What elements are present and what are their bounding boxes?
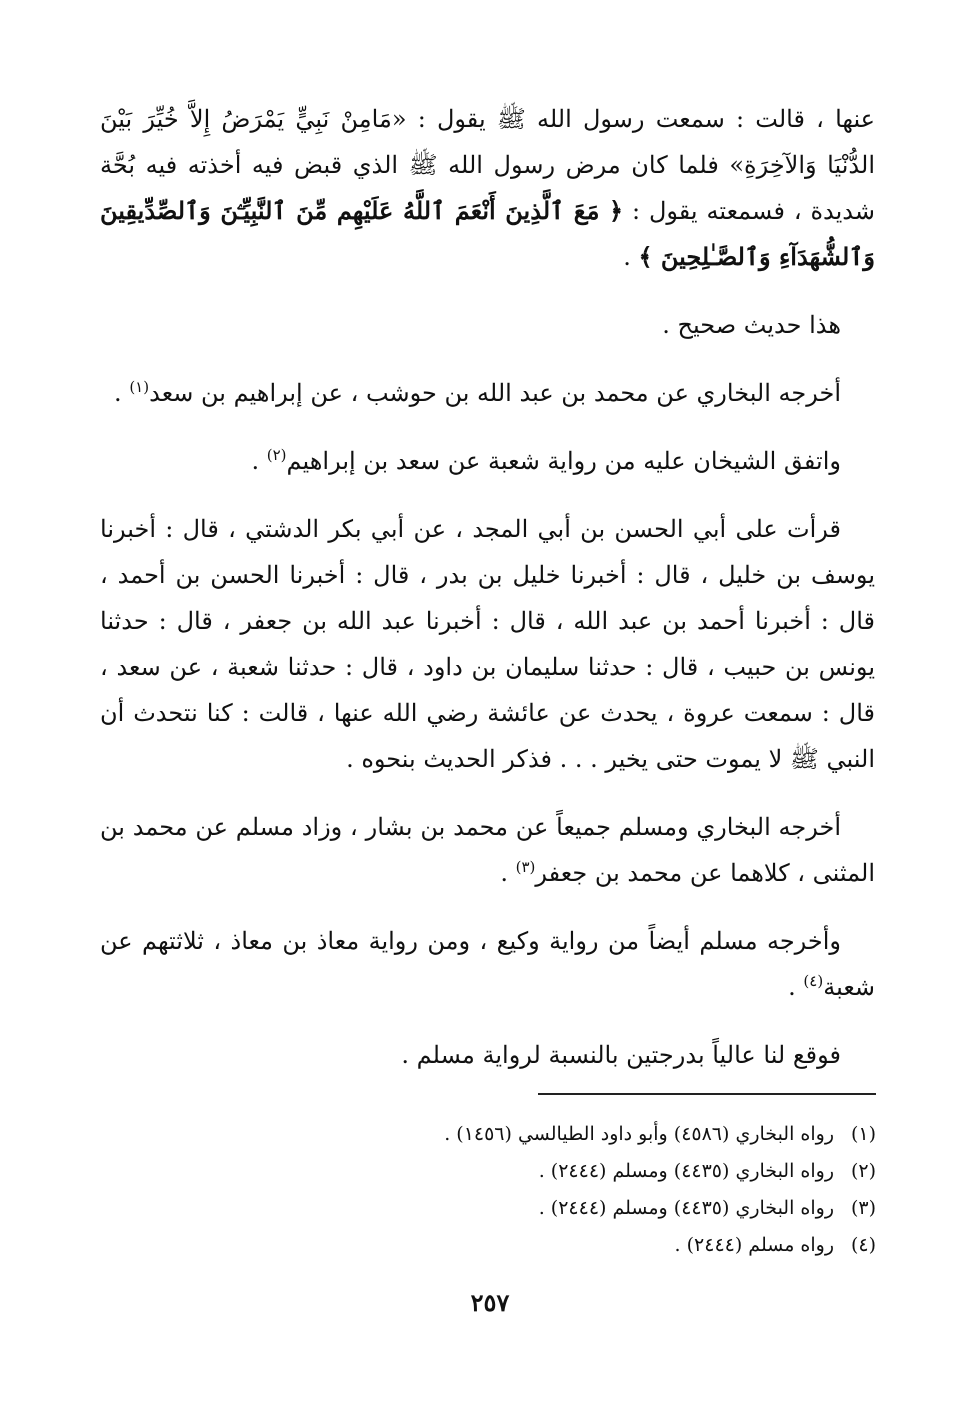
- footnote-item-4: [300, 1227, 876, 1264]
- footnote-number: (٢): [850, 1160, 876, 1182]
- footnote-text: رواه البخاري (٤٤٣٥) ومسلم (٢٤٤٤) .: [538, 1160, 834, 1182]
- paragraph-end: .: [623, 243, 639, 271]
- paragraph-takhrij-3: [100, 804, 875, 896]
- footnote-ref-4[interactable]: (٤): [803, 972, 824, 990]
- footnote-number: (١): [850, 1123, 876, 1145]
- paragraph-text: فوقع لنا عالياً بدرجتين بالنسبة لرواية مسلم .: [401, 1041, 841, 1069]
- footnote-ref-3[interactable]: (٣): [515, 858, 536, 876]
- paragraph-takhrij-4: [100, 918, 875, 1010]
- paragraph-end: .: [114, 379, 130, 407]
- paragraph-text: عنها ، قالت : سمعت رسول الله ﷺ يقول : «مَامِنْ نَبِيٍّ يَمْرَضُ إِلاَّ خُيِّرَ بَيْنَ الدُّنْيَا وَالآخِرَةِ» فلما كان مرض رسول الله ﷺ الذي قبض فيه أخذته فيه بُحَّة شديدة ، فسمعته يقول :: [100, 105, 876, 225]
- footnote-text: رواه البخاري (٤٥٨٦) وأبو داود الطيالسي (١٤٥٦) .: [444, 1123, 834, 1145]
- paragraph-text: أخرجه البخاري ومسلم جميعاً عن محمد بن بشار ، وزاد مسلم عن محمد بن المثنى ، كلاهما عن محمد بن جعفر: [100, 813, 875, 887]
- paragraph-takhrij-1: [100, 370, 875, 416]
- main-text: [100, 96, 875, 1100]
- paragraph-end: .: [788, 973, 804, 1001]
- paragraph-text: قرأت على أبي الحسن بن أبي المجد ، عن أبي بكر الدشتي ، قال : أخبرنا يوسف بن خليل ، قال : أخبرنا خليل بن بدر ، قال : أخبرنا الحسن بن أحمد ، قال : أخبرنا أحمد بن عبد الله ، قال : أخبرنا عبد الله بن جعفر ، قال : حدثنا يونس بن حبيب ، قال : حدثنا سليمان بن داود ، قال : حدثنا شعبة ، عن سعد ، قال : سمعت عروة ، يحدث عن عائشة رضي الله عنها ، قالت : كنا نتحدث أن النبي ﷺ لا يموت حتى يخير . . . فذكر الحديث بنحوه .: [100, 515, 876, 773]
- footnote-item-1: [300, 1116, 876, 1153]
- footnote-ref-2[interactable]: (٢): [266, 446, 287, 464]
- paragraph-takhrij-2: [100, 438, 875, 484]
- footnote-item-2: [300, 1153, 876, 1190]
- paragraph-isnad: [100, 506, 875, 782]
- paragraph-hadith-text: [100, 96, 875, 280]
- paragraph-text: واتفق الشيخان عليه من رواية شعبة عن سعد بن إبراهيم: [286, 447, 841, 475]
- footnotes: [300, 1116, 876, 1264]
- footnote-text: رواه البخاري (٤٤٣٥) ومسلم (٢٤٤٤) .: [538, 1197, 834, 1219]
- paragraph-grading: [100, 302, 875, 348]
- paragraph-text: أخرجه البخاري عن محمد بن عبد الله بن حوشب ، عن إبراهيم بن سعد: [149, 379, 841, 407]
- paragraph-end: .: [251, 447, 267, 475]
- paragraph-text: وأخرجه مسلم أيضاً من رواية وكيع ، ومن رواية معاذ بن معاذ ، ثلاثتهم عن شعبة: [100, 927, 875, 1001]
- footnote-ref-1[interactable]: (١): [129, 378, 150, 396]
- footnote-number: (٣): [850, 1197, 876, 1219]
- page-number: ٢٥٧: [470, 1288, 510, 1317]
- paragraph-conclusion: [100, 1032, 875, 1078]
- footnote-number: (٤): [850, 1234, 876, 1256]
- footnote-text: رواه مسلم (٢٤٤٤) .: [674, 1234, 834, 1256]
- footnote-item-3: [300, 1190, 876, 1227]
- paragraph-text: هذا حديث صحيح .: [662, 311, 841, 339]
- quran-verse: ﴿ مَعَ ٱلَّذِينَ أَنْعَمَ ٱللَّهُ عَلَيْهِم مِّنَ ٱلنَّبِيِّـۧنَ وَٱلصِّدِّيقِينَ وَٱلشُّهَدَآءِ وَٱلصَّـٰلِحِينَ ﴾: [100, 196, 875, 271]
- paragraph-end: .: [500, 859, 516, 887]
- footnote-divider: [538, 1093, 876, 1095]
